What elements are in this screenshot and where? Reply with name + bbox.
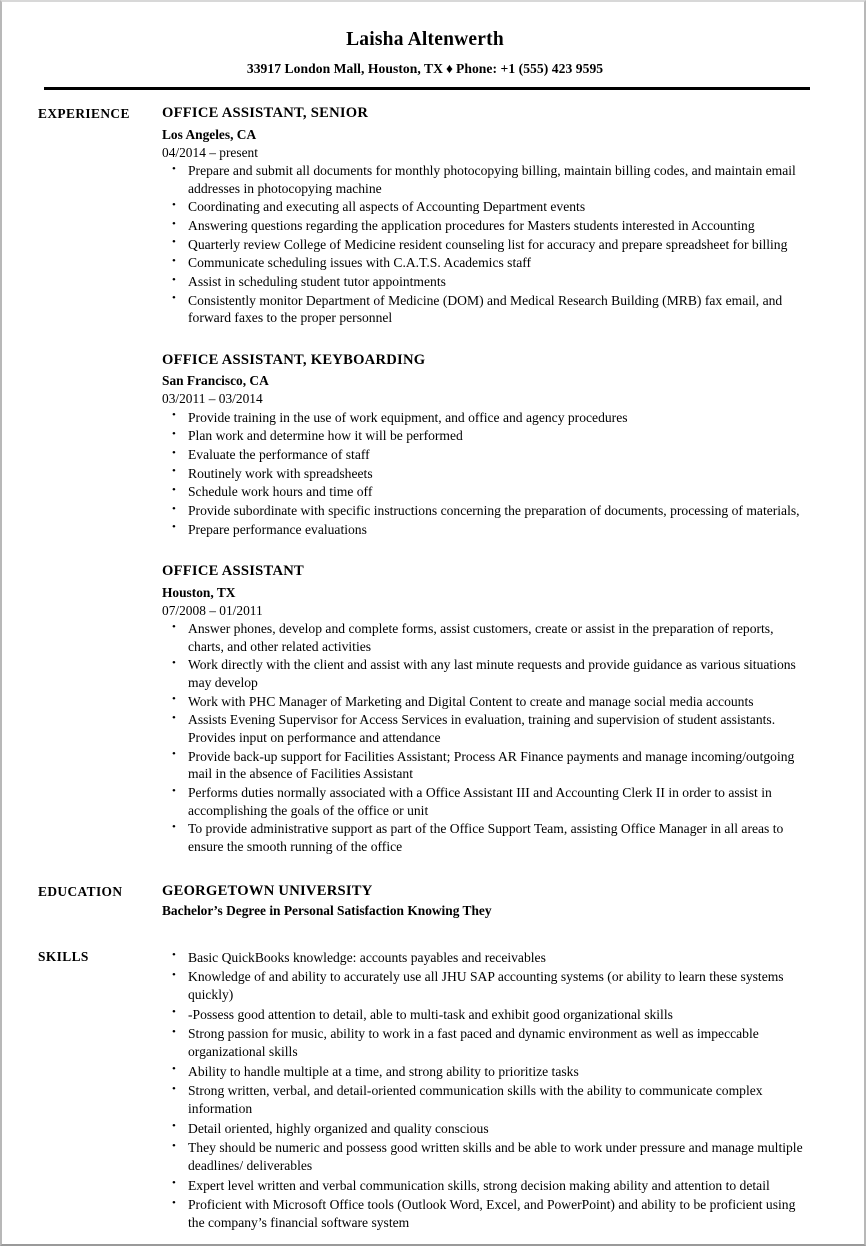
bullet-item: • Performs duties normally associated with a Office Assistant III and Accounting Clerk II in order to assist in accomplishing the goals of the office or unit	[162, 784, 812, 819]
bullet-item: • Ability to handle multiple at a time, and strong ability to prioritize tasks	[162, 1063, 812, 1081]
job-location: San Francisco, CA	[162, 373, 269, 389]
bullet-item: • Coordinating and executing all aspects of Accounting Department events	[162, 198, 812, 216]
section-label-skills: SKILLS	[38, 948, 89, 964]
job-bullets	[162, 620, 812, 856]
bullet-item: • -Possess good attention to detail, able to multi-task and exhibit good organizational skills	[162, 1006, 812, 1024]
job-location: Houston, TX	[162, 584, 236, 600]
resume-header	[38, 2, 812, 90]
bullet-item: • Answering questions regarding the application procedures for Masters students interested in Accounting	[162, 217, 812, 235]
job-title: OFFICE ASSISTANT	[162, 563, 305, 580]
skills-entries	[162, 947, 812, 1232]
contact-line	[38, 51, 812, 77]
job-bullets	[162, 162, 812, 327]
job-dates: 03/2011 – 03/2014	[162, 391, 263, 407]
job-location: Los Angeles, CA	[162, 126, 257, 142]
header-divider	[44, 87, 810, 90]
job-entry	[162, 104, 812, 327]
diamond-separator-icon: ♦	[446, 61, 453, 77]
section-experience	[38, 104, 812, 855]
bullet-item: • Routinely work with spreadsheets	[162, 465, 812, 483]
job-dates: 07/2008 – 01/2011	[162, 602, 263, 618]
contact-phone: Phone: +1 (555) 423 9595	[456, 61, 604, 77]
bullet-item: • Strong written, verbal, and detail-oriented communication skills with the ability to communicate complex information	[162, 1082, 812, 1117]
bullet-item: • Provide training in the use of work equipment, and office and agency procedures	[162, 409, 812, 427]
bullet-item: • Basic QuickBooks knowledge: accounts payables and receivables	[162, 949, 812, 967]
job-title: OFFICE ASSISTANT, KEYBOARDING	[162, 352, 426, 369]
job-entry	[162, 562, 812, 855]
bullet-item: • Proficient with Microsoft Office tools (Outlook Word, Excel, and PowerPoint) and ability to be proficient using the company’s financial software system	[162, 1196, 812, 1231]
bullet-item: • Assists Evening Supervisor for Access Services in evaluation, training and supervision of student assistants. Provides input on performance and attendance	[162, 711, 812, 746]
bullet-item: • To provide administrative support as part of the Office Support Team, assisting Office Manager in all areas to ensure the smooth running of the office	[162, 820, 812, 855]
experience-entries	[162, 104, 812, 855]
bullet-item: • Communicate scheduling issues with C.A.T.S. Academics staff	[162, 254, 812, 272]
bullet-item: • Provide back-up support for Facilities Assistant; Process AR Finance payments and manage incoming/outgoing mail in the absence of Facilities Assistant	[162, 748, 812, 783]
job-bullets	[162, 409, 812, 539]
job-entry	[162, 351, 812, 538]
skills-bullets	[162, 949, 812, 1232]
bullet-item: • Schedule work hours and time off	[162, 483, 812, 501]
bullet-item: • Evaluate the performance of staff	[162, 446, 812, 464]
bullet-item: • Consistently monitor Department of Medicine (DOM) and Medical Research Building (MRB) fax email, and forward faxes to the proper personnel	[162, 292, 812, 327]
bullet-item: • Work with PHC Manager of Marketing and Digital Content to create and manage social media accounts	[162, 693, 812, 711]
contact-address: 33917 London Mall, Houston, TX	[246, 61, 443, 77]
section-skills	[38, 947, 812, 1232]
bullet-item: • Prepare and submit all documents for monthly photocopying billing, maintain billing codes, and maintain email addresses in photocopying machine	[162, 162, 812, 197]
bullet-item: • Assist in scheduling student tutor appointments	[162, 273, 812, 291]
education-entry	[162, 882, 812, 921]
bullet-item: • Expert level written and verbal communication skills, strong decision making ability and attention to detail	[162, 1177, 812, 1195]
bullet-item: • Strong passion for music, ability to work in a fast paced and dynamic environment as well as impeccable organizational skills	[162, 1025, 812, 1060]
bullet-item: • Provide subordinate with specific instructions concerning the preparation of documents, processing of materials,	[162, 502, 812, 520]
section-education	[38, 882, 812, 921]
bullet-item: • Detail oriented, highly organized and quality conscious	[162, 1120, 812, 1138]
bullet-item: • Work directly with the client and assist with any last minute requests and provide guidance as various situations may develop	[162, 656, 812, 691]
job-dates: 04/2014 – present	[162, 144, 258, 160]
section-label-experience: EXPERIENCE	[38, 106, 130, 122]
bullet-item: • Plan work and determine how it will be performed	[162, 427, 812, 445]
bullet-item: • Quarterly review College of Medicine resident counseling list for accuracy and prepare spreadsheet for billing	[162, 236, 812, 254]
bullet-item: • Knowledge of and ability to accurately use all JHU SAP accounting systems (or ability to learn these systems quickly)	[162, 968, 812, 1003]
page-title: Laisha Altenwerth	[346, 29, 504, 50]
bullet-item: • Answer phones, develop and complete forms, assist customers, create or assist in the preparation of reports, charts, and other related activities	[162, 620, 812, 655]
bullet-item: • Prepare performance evaluations	[162, 521, 812, 539]
education-school: GEORGETOWN UNIVERSITY	[162, 882, 373, 899]
bullet-item: • They should be numeric and possess good written skills and be able to work under pressure and manage multiple deadlines/ deliverables	[162, 1139, 812, 1174]
job-title: OFFICE ASSISTANT, SENIOR	[162, 105, 369, 122]
resume-inner	[2, 2, 864, 1232]
education-degree: Bachelor’s Degree in Personal Satisfaction Knowing They	[162, 903, 492, 919]
section-label-education: EDUCATION	[38, 883, 123, 899]
